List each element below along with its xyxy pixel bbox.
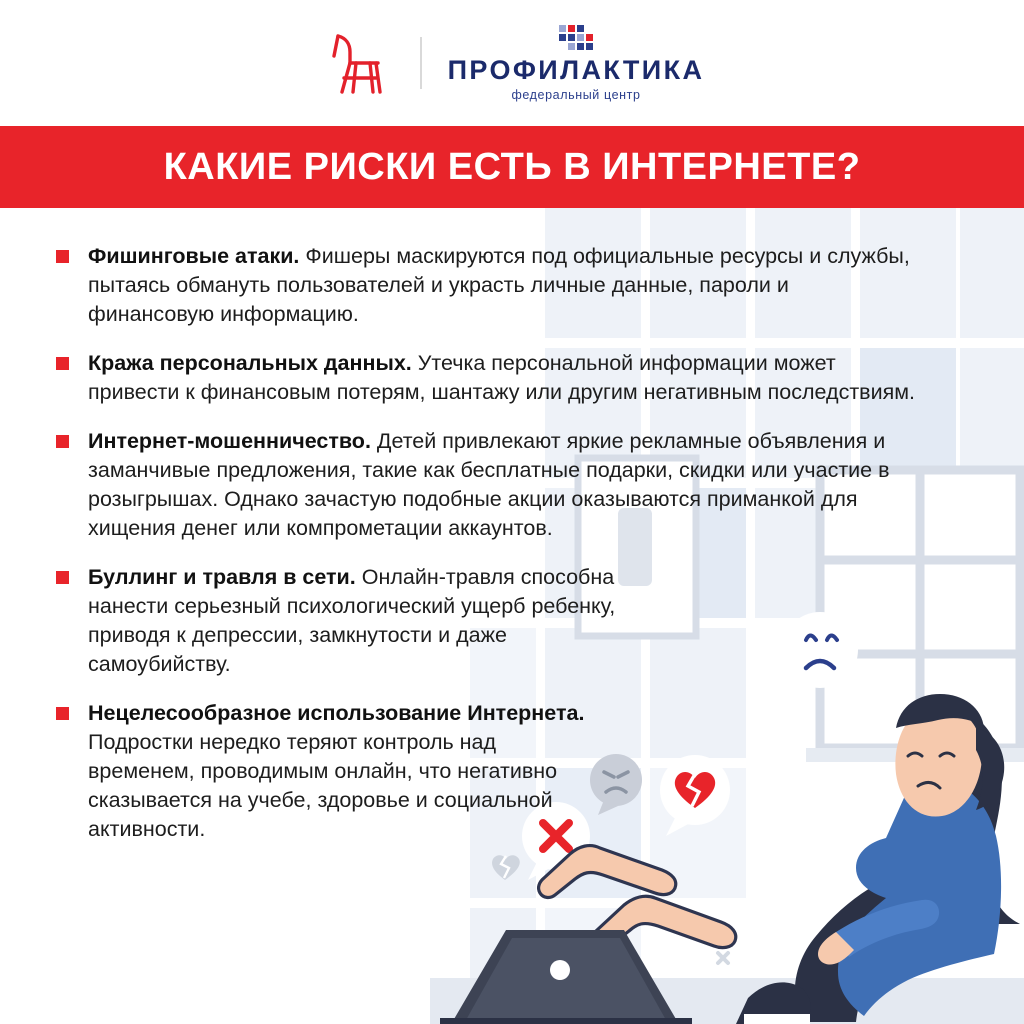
bullet-square-icon: [56, 357, 69, 370]
brand-title: ПРОФИЛАКТИКА: [447, 54, 705, 85]
bullet-square-icon: [56, 707, 69, 720]
list-item: [56, 699, 588, 844]
risk-term: Интернет-мошенничество.: [88, 429, 371, 454]
risk-term: Кража персональных данных.: [88, 351, 412, 376]
bullet-square-icon: [56, 435, 69, 448]
bullet-square-icon: [56, 571, 69, 584]
risk-term: Буллинг и травля в сети.: [88, 565, 356, 590]
logo-mark-icon: [559, 25, 593, 50]
list-item: [56, 242, 918, 329]
brand-subtitle: федеральный центр: [511, 87, 641, 102]
list-item: [56, 349, 918, 407]
risk-list: [0, 208, 1024, 844]
bullet-square-icon: [56, 250, 69, 263]
risk-description: Детей привлекают яркие рекламные объявления и заманчивые предложения, такие как бесплатные подарки, скидки или участие в розыгрышах. Однако зачастую подобные акции оказываются приманкой для хищения денег или компрометации аккаунтов.: [88, 429, 890, 541]
brand-logo: [448, 25, 705, 102]
list-item: [56, 427, 918, 543]
title-banner: [0, 126, 1024, 208]
risk-term: Нецелесообразное использование Интернета.: [88, 701, 585, 726]
chair-icon: [320, 30, 394, 96]
header-divider: [420, 37, 422, 89]
risk-term: Фишинговые атаки.: [88, 244, 300, 268]
brand-header: [0, 0, 1024, 126]
list-item: [56, 563, 648, 679]
risk-description: Утечка персональной информации может привести к финансовым потерям, шантажу или другим негативным последствиям.: [88, 351, 916, 405]
page-title: КАКИЕ РИСКИ ЕСТЬ В ИНТЕРНЕТЕ?: [163, 145, 861, 188]
risk-description: Онлайн-травля способна нанести серьезный психологический ущерб ребенку, приводя к депрессии, замкнутости и даже самоубийству.: [88, 565, 616, 677]
risk-description: Фишеры маскируются под официальные ресурсы и службы, пытаясь обмануть пользователей и украсть личные данные, пароли и финансовую информацию.: [88, 244, 910, 327]
risk-description: Подростки нередко теряют контроль над временем, проводимым онлайн, что негативно сказывается на учебе, здоровье и социальной активности.: [88, 730, 558, 842]
